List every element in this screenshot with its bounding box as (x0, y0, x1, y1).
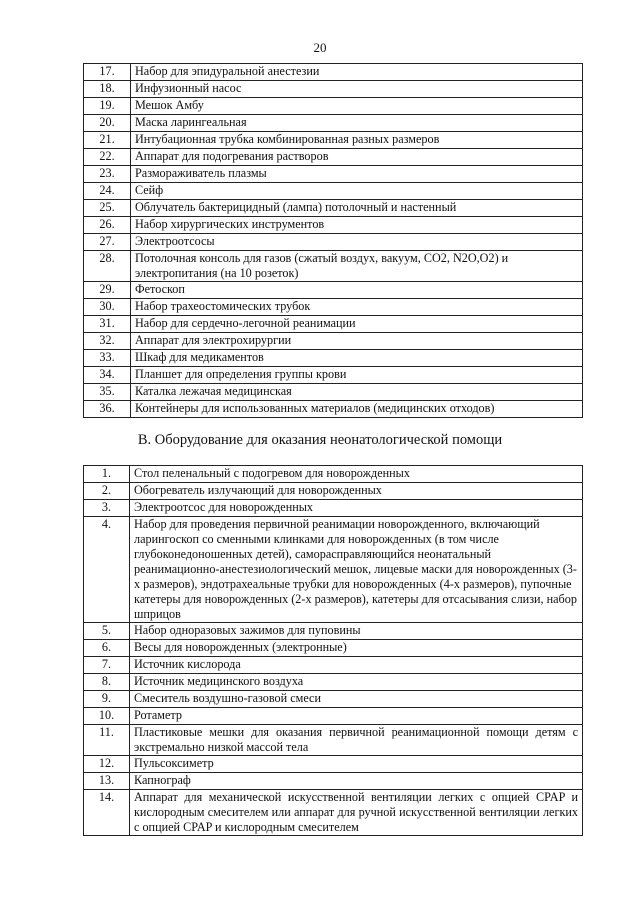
row-text: Смеситель воздушно-газовой смеси (130, 691, 583, 708)
row-number: 2. (84, 483, 130, 500)
row-text: Интубационная трубка комбинированная разных размеров (131, 132, 583, 149)
row-number: 5. (84, 623, 130, 640)
table-row (84, 350, 583, 367)
table-row (84, 790, 583, 836)
row-text: Набор одноразовых зажимов для пуповины (130, 623, 583, 640)
table-row (84, 316, 583, 333)
row-text: Пластиковые мешки для оказания первичной реанимационной помощи детям с экстремально низкой массой тела (130, 725, 583, 756)
row-text: Весы для новорожденных (электронные) (130, 640, 583, 657)
row-text: Шкаф для медикаментов (131, 350, 583, 367)
row-text: Электроотсосы (131, 234, 583, 251)
row-text: Набор для проведения первичной реанимации новорожденного, включающий ларингоскоп со сменными клинками для новорожденных (в том числе глубоконедоношенных детей), саморасправляющийся неонатальный реанимационно-анестезиологический мешок, лицевые маски для новорожденных (3-х размеров), эндотрахеальные трубки для новорожденных (4-х размеров), пупочные катетеры для новорожденных (2-х размеров), катетеры для отсасывания слизи, набор шприцов (130, 517, 583, 623)
row-number: 32. (84, 333, 131, 350)
table-row (84, 517, 583, 623)
equipment-table-continued (83, 63, 583, 418)
row-number: 28. (84, 251, 131, 282)
row-text: Каталка лежачая медицинская (131, 384, 583, 401)
table-row (84, 623, 583, 640)
row-number: 30. (84, 299, 131, 316)
table-row (84, 149, 583, 166)
row-text: Электроотсос для новорожденных (130, 500, 583, 517)
row-text: Планшет для определения группы крови (131, 367, 583, 384)
table-row (84, 98, 583, 115)
table-row (84, 200, 583, 217)
row-text: Мешок Амбу (131, 98, 583, 115)
table-row (84, 691, 583, 708)
row-number: 26. (84, 217, 131, 234)
row-text: Набор для сердечно-легочной реанимации (131, 316, 583, 333)
row-number: 9. (84, 691, 130, 708)
table-row (84, 640, 583, 657)
table-row (84, 333, 583, 350)
table-row (84, 132, 583, 149)
row-text: Инфузионный насос (131, 81, 583, 98)
row-text: Набор для эпидуральной анестезии (131, 64, 583, 81)
table-row (84, 500, 583, 517)
row-number: 4. (84, 517, 130, 623)
row-number: 13. (84, 773, 130, 790)
row-text: Источник кислорода (130, 657, 583, 674)
row-number: 25. (84, 200, 131, 217)
table-row (84, 81, 583, 98)
row-number: 7. (84, 657, 130, 674)
row-number: 33. (84, 350, 131, 367)
row-text: Обогреватель излучающий для новорожденных (130, 483, 583, 500)
table-row (84, 401, 583, 418)
table-row (84, 384, 583, 401)
row-number: 19. (84, 98, 131, 115)
row-text: Капнограф (130, 773, 583, 790)
row-number: 18. (84, 81, 131, 98)
row-text: Размораживатель плазмы (131, 166, 583, 183)
row-text: Фетоскоп (131, 282, 583, 299)
row-number: 23. (84, 166, 131, 183)
row-text: Источник медицинского воздуха (130, 674, 583, 691)
table-row (84, 657, 583, 674)
table-row (84, 756, 583, 773)
table-row (84, 773, 583, 790)
row-number: 36. (84, 401, 131, 418)
row-text: Пульсоксиметр (130, 756, 583, 773)
row-text: Набор хирургических инструментов (131, 217, 583, 234)
row-text: Потолочная консоль для газов (сжатый воздух, вакуум, CO2, N2O,O2) и электропитания (на 10 розеток) (131, 251, 583, 282)
row-number: 31. (84, 316, 131, 333)
table-row (84, 251, 583, 282)
row-text: Аппарат для подогревания растворов (131, 149, 583, 166)
table-row (84, 282, 583, 299)
row-number: 8. (84, 674, 130, 691)
row-number: 29. (84, 282, 131, 299)
row-number: 10. (84, 708, 130, 725)
row-text: Набор трахеостомических трубок (131, 299, 583, 316)
row-number: 27. (84, 234, 131, 251)
table-row (84, 725, 583, 756)
row-number: 11. (84, 725, 130, 756)
row-text: Облучатель бактерицидный (лампа) потолочный и настенный (131, 200, 583, 217)
section-title: В. Оборудование для оказания неонатологической помощи (137, 432, 503, 448)
row-number: 20. (84, 115, 131, 132)
row-text: Аппарат для механической искусственной вентиляции легких с опцией CPAP и кислородным смесителем или аппарат для ручной искусственной вентиляции легких с опцией CPAP и кислородным смесителем (130, 790, 583, 836)
row-number: 21. (84, 132, 131, 149)
table-row (84, 183, 583, 200)
table-row (84, 217, 583, 234)
row-text: Ротаметр (130, 708, 583, 725)
table-row (84, 166, 583, 183)
table-row (84, 367, 583, 384)
table-row (84, 483, 583, 500)
row-text: Контейнеры для использованных материалов (медицинских отходов) (131, 401, 583, 418)
row-number: 35. (84, 384, 131, 401)
table-row (84, 674, 583, 691)
row-number: 17. (84, 64, 131, 81)
row-number: 3. (84, 500, 130, 517)
table-row (84, 299, 583, 316)
table-row (84, 234, 583, 251)
row-number: 22. (84, 149, 131, 166)
neonatal-equipment-table (83, 465, 583, 836)
row-number: 14. (84, 790, 130, 836)
row-text: Маска ларингеальная (131, 115, 583, 132)
row-number: 12. (84, 756, 130, 773)
table-row (84, 64, 583, 81)
row-text: Стол пеленальный с подогревом для новорожденных (130, 466, 583, 483)
row-number: 1. (84, 466, 130, 483)
table-row (84, 466, 583, 483)
table-row (84, 115, 583, 132)
row-number: 24. (84, 183, 131, 200)
row-text: Аппарат для электрохирургии (131, 333, 583, 350)
row-number: 34. (84, 367, 131, 384)
row-number: 6. (84, 640, 130, 657)
page-number: 20 (313, 40, 327, 55)
table-row (84, 708, 583, 725)
row-text: Сейф (131, 183, 583, 200)
